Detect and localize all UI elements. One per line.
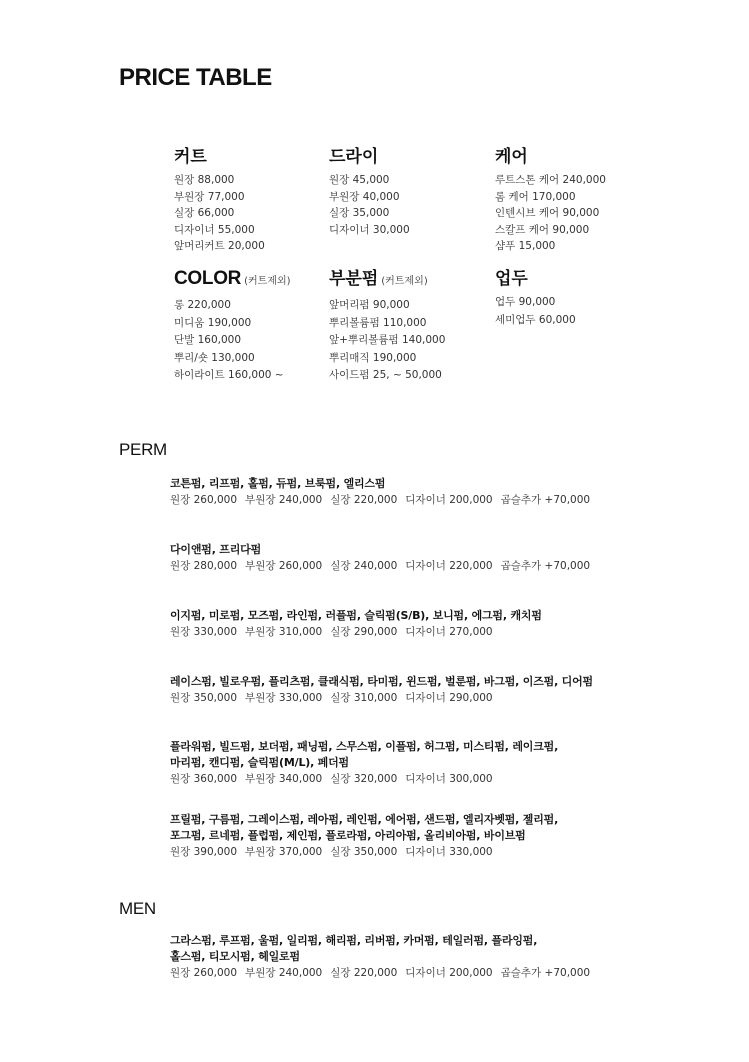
price-value: 원장 330,000 (170, 626, 238, 638)
category-updo (495, 268, 576, 329)
category-items (174, 297, 291, 385)
style-names: 이지펌, 미로펌, 모즈펌, 라인펌, 러플펌, 슬릭펌(S/B), 보니펌, 에그펌, 캐치펌 (170, 609, 542, 622)
category-partial-perm (329, 268, 445, 385)
perm-entry (170, 739, 730, 788)
style-names: 프릴펌, 구름펌, 그레이스펌, 레아펌, 레인펌, 에어펌, 샌드펌, 엘리자벳펌, 젤리펌, (170, 813, 559, 826)
price-item: 실장 35,000 (329, 207, 390, 219)
price-value: 원장 260,000 (170, 494, 238, 506)
price-item: 뿌리/숏 130,000 (174, 351, 255, 364)
price-value: 실장 240,000 (330, 560, 398, 572)
price-item: 샴푸 15,000 (495, 240, 556, 252)
section-title-men: MEN (119, 899, 156, 918)
price-item: 인텐시브 케어 90,000 (495, 207, 600, 219)
category-title: 케어 (495, 147, 528, 167)
price-value: 부원장 240,000 (245, 494, 323, 506)
price-value: 디자이너 200,000 (405, 494, 493, 506)
page-title: PRICE TABLE (119, 64, 272, 91)
price-item: 롱 220,000 (174, 299, 231, 311)
price-item: 세미업두 60,000 (495, 313, 576, 326)
price-value: 디자이너 330,000 (405, 846, 493, 858)
style-names: 다이앤펌, 프리다펌 (170, 543, 262, 556)
price-row (170, 844, 730, 861)
price-value: 부원장 330,000 (245, 692, 323, 704)
price-item: 원장 45,000 (329, 174, 390, 186)
price-value: 실장 310,000 (330, 692, 398, 704)
price-value: 실장 320,000 (330, 773, 398, 785)
price-item: 뿌리매직 190,000 (329, 351, 417, 364)
price-value: 디자이너 300,000 (405, 773, 493, 785)
price-item: 하이라이트 160,000 ~ (174, 369, 284, 381)
perm-entry (170, 476, 730, 509)
category-cut (174, 146, 265, 255)
price-value: 부원장 260,000 (245, 560, 323, 572)
price-item: 디자이너 55,000 (174, 223, 255, 236)
perm-entry (170, 542, 730, 575)
price-item: 단발 160,000 (174, 334, 242, 346)
section-title-perm: PERM (119, 440, 167, 459)
style-names: 홀스펌, 티모시펌, 헤일로펌 (170, 950, 300, 963)
price-value: 디자이너 220,000 (405, 560, 493, 572)
price-item: 사이드펌 25, ~ 50,000 (329, 369, 442, 381)
price-item: 부원장 40,000 (329, 190, 400, 203)
price-row (170, 492, 730, 509)
price-item: 스칼프 케어 90,000 (495, 223, 590, 236)
style-names: 마리펌, 캔디펌, 슬릭펌(M/L), 페더펌 (170, 756, 349, 769)
price-value: 디자이너 270,000 (405, 626, 493, 638)
price-item: 부원장 77,000 (174, 190, 245, 203)
price-row (170, 558, 730, 575)
price-item: 뿌리볼륨펌 110,000 (329, 316, 427, 329)
category-items (329, 297, 445, 385)
price-item: 루트스톤 케어 240,000 (495, 174, 606, 186)
perm-entry (170, 608, 730, 641)
style-names: 그라스펌, 루프펌, 울펌, 일리펌, 해리펌, 리버펌, 카머펌, 테일러펌, 플라잉펌, (170, 934, 538, 947)
category-title: 커트 (174, 147, 207, 167)
category-title: 드라이 (329, 147, 379, 167)
price-value: 부원장 310,000 (245, 626, 323, 638)
price-value: 실장 220,000 (330, 967, 398, 979)
price-row (170, 965, 730, 982)
category-items (329, 172, 410, 238)
price-value: 부원장 240,000 (245, 967, 323, 979)
category-title: 업두 (495, 269, 528, 289)
price-value: 원장 360,000 (170, 773, 238, 785)
price-value: 디자이너 290,000 (405, 692, 493, 704)
price-value: 곱슬추가 +70,000 (500, 494, 591, 506)
price-value: 부원장 370,000 (245, 846, 323, 858)
price-item: 업두 90,000 (495, 296, 556, 308)
price-row (170, 690, 730, 707)
price-item: 앞+뿌리볼륨펌 140,000 (329, 334, 446, 346)
perm-entry (170, 674, 730, 707)
category-items (495, 172, 606, 255)
price-item: 원장 88,000 (174, 174, 235, 186)
category-title: COLOR (커트제외) (174, 268, 291, 289)
price-item: 디자이너 30,000 (329, 223, 410, 236)
price-item: 앞머리펌 90,000 (329, 299, 410, 311)
price-value: 원장 390,000 (170, 846, 238, 858)
men-entry (170, 933, 730, 982)
category-color (174, 268, 291, 385)
price-value: 원장 260,000 (170, 967, 238, 979)
price-value: 실장 290,000 (330, 626, 398, 638)
style-names: 레이스펌, 빌로우펌, 플리츠펌, 클래식펌, 타미펌, 윈드펌, 벌룬펌, 바그펌, 이즈펌, 디어펌 (170, 675, 593, 688)
price-value: 디자이너 200,000 (405, 967, 493, 979)
category-items (495, 294, 576, 329)
style-names: 포그펌, 르네펌, 플럽펌, 제인펌, 플로라펌, 아리아펌, 올리비아펌, 바이브펌 (170, 829, 526, 842)
price-value: 원장 280,000 (170, 560, 238, 572)
price-row (170, 624, 730, 641)
price-row (170, 771, 730, 788)
style-names: 플라워펌, 빌드펌, 보더펌, 패닝펌, 스무스펌, 이플펌, 허그펌, 미스티펌, 레이크펌, (170, 740, 559, 753)
category-dry (329, 146, 410, 238)
category-note: (커트제외) (244, 276, 291, 287)
perm-entry (170, 812, 730, 861)
price-item: 미디움 190,000 (174, 316, 252, 329)
category-note: (커트제외) (381, 276, 428, 287)
price-value: 원장 350,000 (170, 692, 238, 704)
price-item: 롬 케어 170,000 (495, 190, 576, 203)
category-title: 부분펌 (커트제외) (329, 269, 428, 289)
category-items (174, 172, 265, 255)
price-value: 부원장 340,000 (245, 773, 323, 785)
price-value: 실장 220,000 (330, 494, 398, 506)
price-item: 실장 66,000 (174, 207, 235, 219)
price-value: 곱슬추가 +70,000 (500, 560, 591, 572)
category-care (495, 146, 606, 255)
price-value: 실장 350,000 (330, 846, 398, 858)
style-names: 코튼펌, 리프펌, 홀펌, 듀펌, 브룩펌, 엘리스펌 (170, 477, 386, 490)
price-value: 곱슬추가 +70,000 (500, 967, 591, 979)
price-item: 앞머리커트 20,000 (174, 240, 265, 252)
